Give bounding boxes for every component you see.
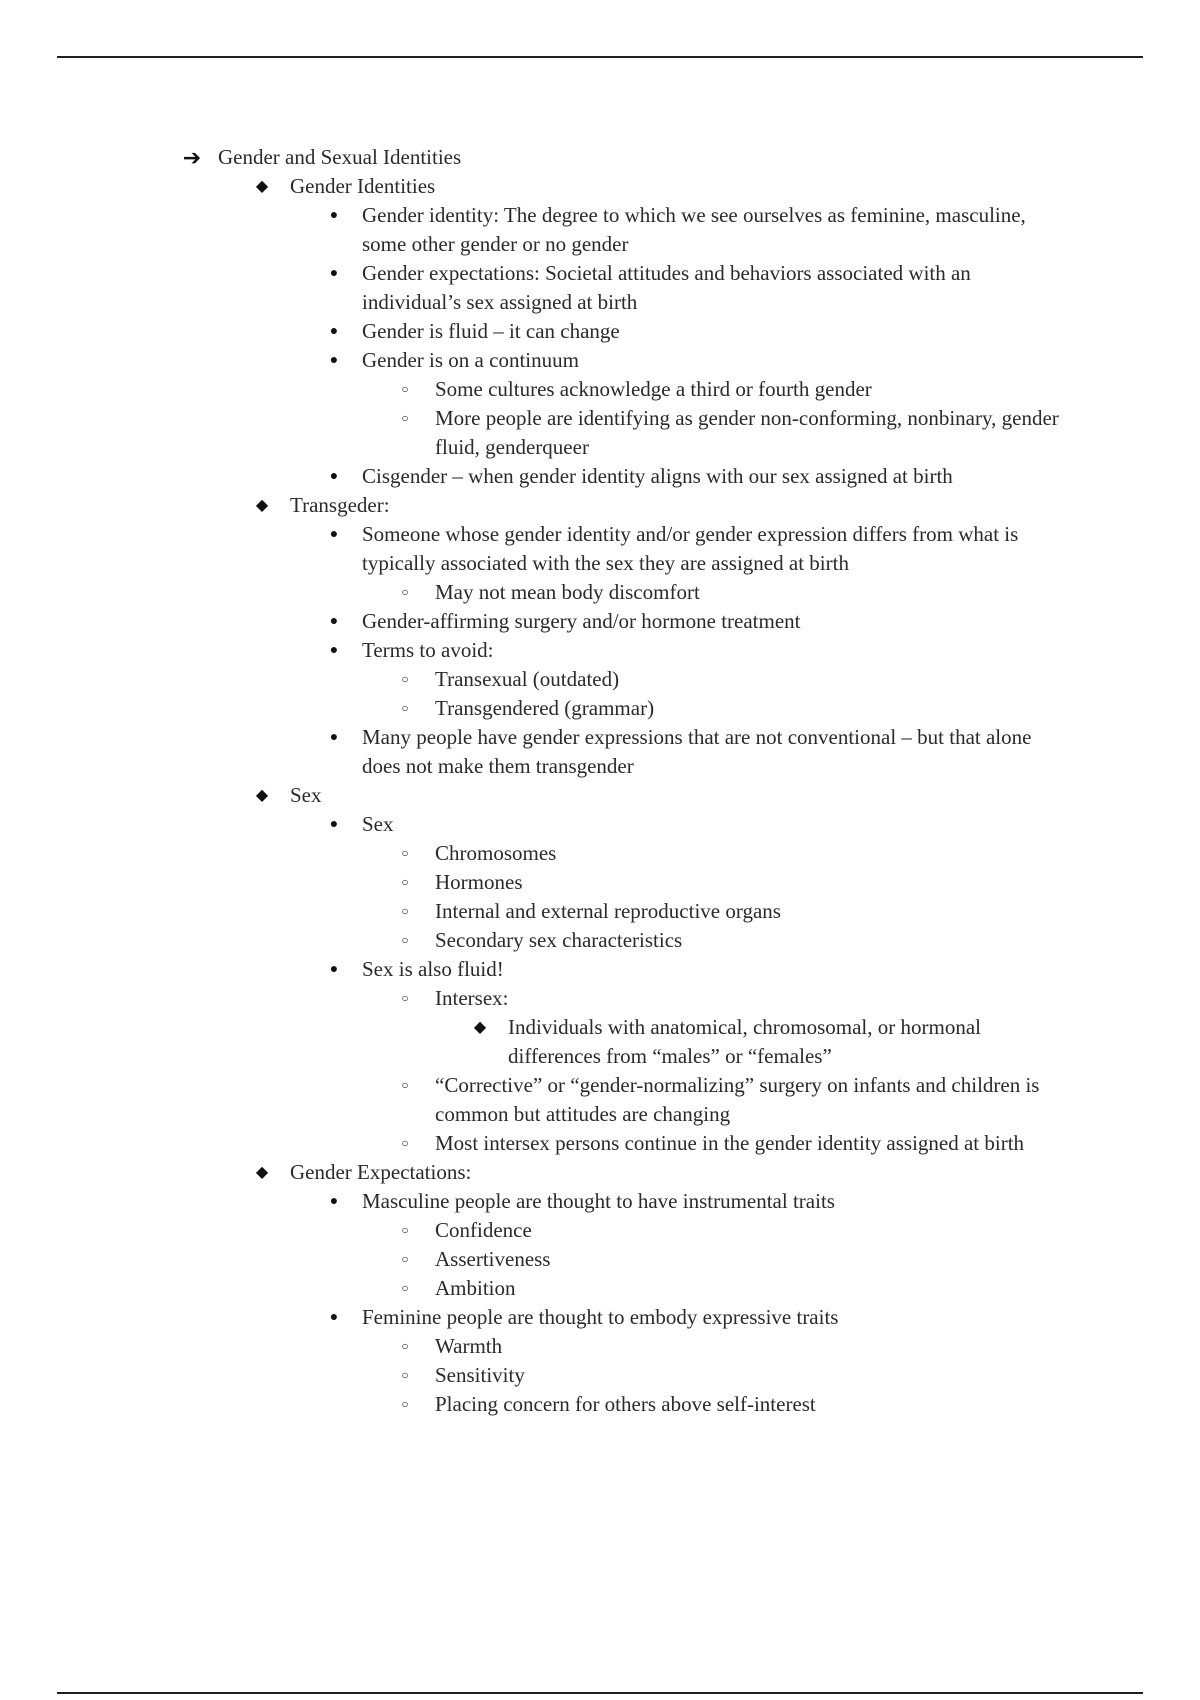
diamond-icon: ◆ [255,1164,269,1181]
arrow-icon: ➔ [182,145,202,170]
list-item [0,1216,1075,1245]
list-item-text: More people are identifying as gender non-conforming, nonbinary, gender fluid, genderqueer [435,406,1059,459]
list-item [0,1274,1075,1303]
list-item-text: Someone whose gender identity and/or gender expression differs from what is typically associated with the sex they are assigned at birth [362,522,1019,575]
circle-icon: ○ [401,382,409,396]
list-item-text: Gender is on a continuum [362,348,579,372]
list-item-text: Gender identity: The degree to which we see ourselves as feminine, masculine, some other gender or no gender [362,203,1026,256]
list-item [0,984,1075,1013]
list-item-text: Most intersex persons continue in the gender identity assigned at birth [435,1131,1025,1155]
list-item-text: Gender is fluid – it can change [362,319,620,343]
list-item [0,1129,1075,1158]
list-item-text: Sex is also fluid! [362,957,504,981]
list-item-text: Masculine people are thought to have instrumental traits [362,1189,835,1213]
list-item [0,1245,1075,1274]
list-item [0,317,1074,346]
document-heading: Gender and Sexual Identities [218,145,462,169]
circle-icon: ○ [401,846,409,860]
list-item [0,897,1075,926]
list-item-text: Transexual (outdated) [435,667,620,691]
list-item [0,607,1074,636]
list-item-text: Individuals with anatomical, chromosomal, or hormonal differences from “males” or “females” [508,1015,981,1068]
list-item [0,1013,1068,1071]
list-item-text: Placing concern for others above self-interest [435,1392,816,1416]
section-title: Transgeder: [290,493,390,517]
list-item-text: Terms to avoid: [362,638,494,662]
list-item [0,926,1075,955]
top-rule [57,56,1143,58]
circle-icon: ○ [401,1281,409,1295]
list-item-text: Gender-affirming surgery and/or hormone treatment [362,609,801,633]
bullet-icon: ● [329,730,339,745]
circle-icon: ○ [401,1136,409,1150]
list-item [0,839,1075,868]
list-item-text: Chromosomes [435,841,557,865]
diamond-icon: ◆ [255,787,269,804]
bullet-icon: ● [329,208,339,223]
section-header [0,1158,1080,1187]
circle-icon: ○ [401,1397,409,1411]
section-title: Sex [290,783,322,807]
bullet-icon: ● [329,353,339,368]
list-item [0,375,1075,404]
list-item [0,636,1074,665]
list-item-text: Confidence [435,1218,532,1242]
list-item-text: Warmth [435,1334,503,1358]
section-header [0,172,1080,201]
bullet-icon: ● [329,266,339,281]
list-item [0,462,1074,491]
list-item-text: May not mean body discomfort [435,580,700,604]
list-item [0,1361,1075,1390]
section-title: Gender Expectations: [290,1160,472,1184]
circle-icon: ○ [401,701,409,715]
list-item-text: Many people have gender expressions that are not conventional – but that alone does not make them transgender [362,725,1032,778]
list-item [0,1071,1075,1129]
bottom-rule [57,1692,1143,1694]
list-item [0,520,1074,578]
list-item [0,723,1074,781]
list-item-text: Assertiveness [435,1247,551,1271]
bullet-icon: ● [329,817,339,832]
diamond-icon: ◆ [255,497,269,514]
circle-icon: ○ [401,672,409,686]
list-item-text: Feminine people are thought to embody expressive traits [362,1305,839,1329]
section-header [0,491,1080,520]
section-header [0,781,1080,810]
diamond-icon: ◆ [473,1019,487,1036]
circle-icon: ○ [401,875,409,889]
document-body [0,143,1200,1419]
list-item-text: Cisgender – when gender identity aligns with our sex assigned at birth [362,464,953,488]
list-item [0,1390,1075,1419]
circle-icon: ○ [401,991,409,1005]
circle-icon: ○ [401,1339,409,1353]
circle-icon: ○ [401,904,409,918]
list-item-text: Hormones [435,870,523,894]
list-item [0,578,1075,607]
circle-icon: ○ [401,1252,409,1266]
list-item [0,694,1075,723]
bullet-icon: ● [329,962,339,977]
list-item-text: Some cultures acknowledge a third or fourth gender [435,377,872,401]
bullet-icon: ● [329,324,339,339]
bullet-icon: ● [329,527,339,542]
circle-icon: ○ [401,411,409,425]
list-item-text: Internal and external reproductive organs [435,899,781,923]
list-item [0,665,1075,694]
list-item [0,810,1074,839]
list-item-text: Gender expectations: Societal attitudes and behaviors associated with an individual’s sex assigned at birth [362,261,971,314]
list-item-text: Ambition [435,1276,516,1300]
circle-icon: ○ [401,585,409,599]
circle-icon: ○ [401,1078,409,1092]
list-item [0,1303,1074,1332]
list-item-text: Secondary sex characteristics [435,928,683,952]
list-item-text: Intersex: [435,986,509,1010]
circle-icon: ○ [401,933,409,947]
list-item [0,143,1078,172]
list-item [0,404,1075,462]
bullet-icon: ● [329,1194,339,1209]
bullet-icon: ● [329,614,339,629]
circle-icon: ○ [401,1223,409,1237]
list-item [0,955,1074,984]
bullet-icon: ● [329,1310,339,1325]
circle-icon: ○ [401,1368,409,1382]
list-item-text: Transgendered (grammar) [435,696,655,720]
bullet-icon: ● [329,469,339,484]
section-title: Gender Identities [290,174,436,198]
list-item-text: Sex [362,812,394,836]
bullet-icon: ● [329,643,339,658]
list-item-text: Sensitivity [435,1363,525,1387]
list-item-text: “Corrective” or “gender-normalizing” surgery on infants and children is common but attitudes are changing [435,1073,1040,1126]
list-item [0,201,1074,259]
list-item [0,1332,1075,1361]
list-item [0,1187,1074,1216]
list-item [0,868,1075,897]
list-item [0,259,1074,317]
list-item [0,346,1074,375]
diamond-icon: ◆ [255,178,269,195]
